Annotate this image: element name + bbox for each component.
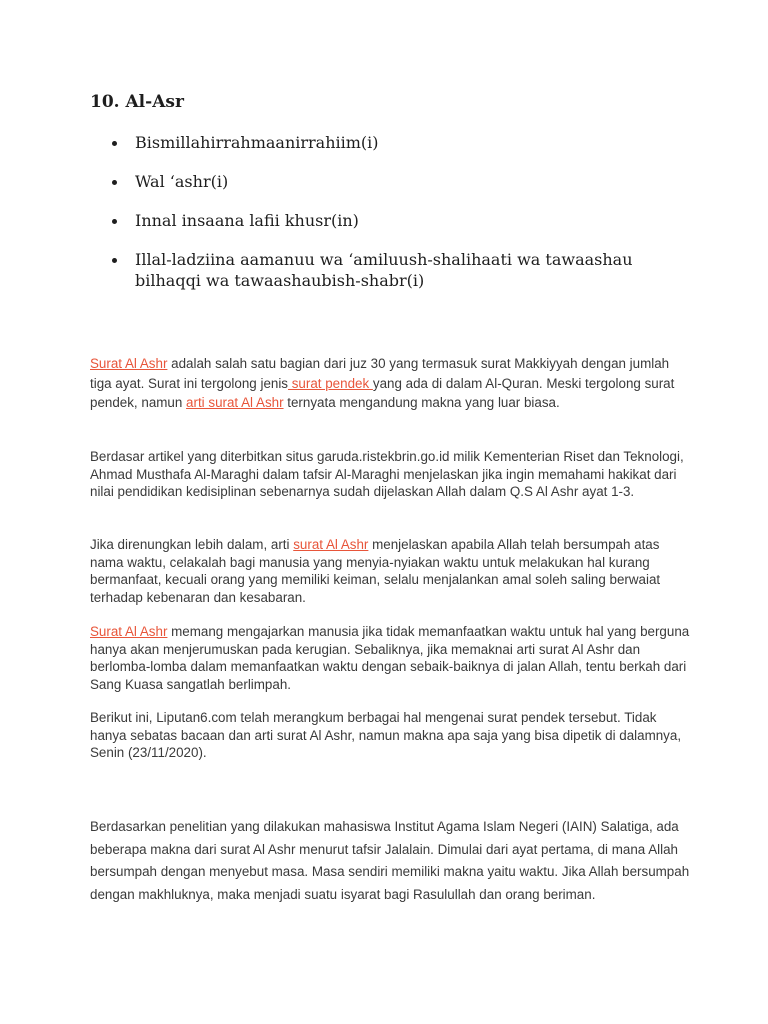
verse-item [110,132,690,153]
lesson-paragraph [90,623,690,693]
verse-item [110,210,690,231]
paragraph-text: Jika direnungkan lebih dalam, arti [90,537,294,552]
paragraph-text: menjelaskan apabila Allah telah bersumpah atas nama waktu, celakalah bagi manusia yang menyia-nyiakan waktu untuk melakukan hal kurang bermanfaat, kecuali orang yang memiliki keiman, selalu menjalankan amal soleh saling berwaiat terhadap kebenaran dan kesabaran. [90,537,661,605]
bullet-icon [112,219,117,224]
verse-text: Bismillahirrahmaanirrahiim(i) [135,133,379,152]
verse-item [110,249,690,291]
link-arti-surat-al-ashr[interactable]: arti surat Al Ashr [186,395,284,410]
verse-text: Innal insaana lafii khusr(in) [135,211,359,230]
paragraph-text: memang mengajarkan manusia jika tidak memanfaatkan waktu untuk hal yang berguna hanya akan menjerumuskan pada kerugian. Sebaliknya, jika memaknai arti surat Al Ashr dan berlomba-lomba dalam memanfaatkan waktu dengan sebaik-baiknya di jalan Allah, tentu berkah dari Sang Kuasa sangatlah berlimpah. [90,624,690,692]
section-heading: 10. Al-Asr [90,92,184,112]
verse-text: Illal-ladziina aamanuu wa ‘amiluush-shalihaati wa tawaashau bilhaqqi wa tawaashaubish-shabr(i) [135,250,633,290]
verse-list [110,132,690,309]
paragraph-text: adalah salah satu bagian dari juz 30 yang termasuk surat Makkiyyah dengan jumlah tiga ayat. Surat ini tergolong jenis [90,356,670,391]
summary-paragraph: Berikut ini, Liputan6.com telah merangkum berbagai hal mengenai surat pendek tersebut. Tidak hanya sebatas bacaan dan arti surat Al Ashr, namun makna apa saja yang bisa dipetik di dalamnya, Senin (23/11/2020). [90,710,682,760]
intro-paragraph [90,354,690,413]
paragraph-text: ternyata mengandung makna yang luar biasa. [283,395,560,410]
bullet-icon [112,180,117,185]
link-surat-pendek[interactable]: surat pendek [288,375,373,391]
verse-text: Wal ‘ashr(i) [135,172,229,191]
bullet-icon [112,141,117,146]
bullet-icon [112,258,117,263]
source-paragraph: Berdasar artikel yang diterbitkan situs garuda.ristekbrin.go.id milik Kementerian Riset dan Teknologi, Ahmad Musthafa Al-Maraghi dalam tafsir Al-Maraghi menjelaskan jika ingin memahami hakikat dari nilai pendidikan kedisiplinan sebenarnya sudah dijelaskan Allah dalam Q.S Al Ashr ayat 1-3. [90,449,684,499]
link-surat-al-ashr[interactable]: Surat Al Ashr [90,624,168,639]
link-surat-al-ashr[interactable]: Surat Al Ashr [90,356,168,371]
verse-item [110,171,690,192]
research-paragraph: Berdasarkan penelitian yang dilakukan mahasiswa Institut Agama Islam Negeri (IAIN) Salatiga, ada beberapa makna dari surat Al Ashr menurut tafsir Jalalain. Dimulai dari ayat pertama, di mana Allah bersumpah dengan menyebut masa. Masa sendiri memiliki makna yaitu waktu. Jika Allah bersumpah dengan makhluknya, maka menjadi suatu isyarat bagi Rasulullah dan orang beriman. [90,819,690,902]
paragraph-text: yang ada di dalam Al-Quran. Meski tergolong surat pendek, namun [90,375,675,410]
meaning-paragraph [90,536,690,606]
link-surat-al-ashr[interactable]: surat Al Ashr [293,537,369,552]
